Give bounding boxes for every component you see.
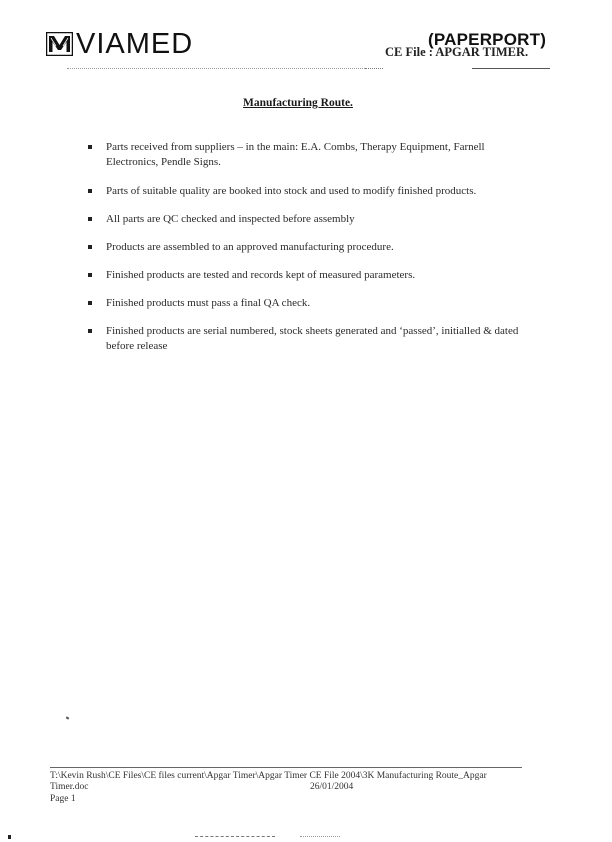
scan-mark (8, 835, 11, 839)
bullet-icon (88, 145, 92, 149)
footer-date: 26/01/2004 (310, 782, 354, 792)
bullet-icon (88, 189, 92, 193)
logo-text: VIAMED (76, 28, 194, 60)
list-item-text: Products are assembled to an approved manufacturing procedure. (106, 241, 394, 253)
viamed-logo-icon (46, 32, 73, 56)
footer-file-name: Timer.doc (50, 782, 89, 792)
viamed-logo (46, 29, 193, 59)
footer-page-number: Page 1 (50, 794, 76, 804)
list-item (88, 184, 528, 199)
list-item (88, 140, 528, 170)
manufacturing-steps-list (88, 140, 528, 354)
list-item-text: Finished products are serial numbered, stock sheets generated and ‘passed’, initialled & dated before release (106, 325, 519, 352)
document-title: Manufacturing Route. (243, 97, 353, 109)
header-divider-right (472, 68, 550, 69)
list-item-text: Parts of suitable quality are booked into stock and used to modify finished products. (106, 185, 477, 197)
list-item-text: All parts are QC checked and inspected before assembly (106, 213, 355, 225)
scan-artifact (66, 716, 70, 719)
header-divider-dots (365, 68, 383, 69)
list-item (88, 240, 528, 255)
scan-mark (195, 836, 275, 837)
footer-divider (50, 767, 522, 768)
bullet-icon (88, 273, 92, 277)
bullet-icon (88, 329, 92, 333)
bullet-icon (88, 245, 92, 249)
bullet-icon (88, 217, 92, 221)
footer-file-path: T:\Kevin Rush\CE Files\CE files current\Apgar Timer\Apgar Timer CE File 2004\3K Manufacturing Route_Apgar (50, 771, 487, 781)
list-item-text: Finished products are tested and records kept of measured parameters. (106, 269, 416, 281)
header-divider (67, 68, 367, 69)
list-item-text: Parts received from suppliers – in the main: E.A. Combs, Therapy Equipment, Farnell Electronics, Pendle Signs. (106, 141, 485, 168)
list-item (88, 296, 528, 311)
list-item-text: Finished products must pass a final QA check. (106, 297, 311, 309)
list-item (88, 268, 528, 283)
scan-edge-artifacts (0, 835, 612, 839)
paperport-stamp: (PAPERPORT) (428, 30, 547, 49)
list-item (88, 212, 528, 227)
scan-mark (300, 836, 340, 837)
bullet-icon (88, 301, 92, 305)
list-item (88, 324, 528, 354)
ce-file-label: CE File : APGAR TIMER. (385, 45, 529, 59)
